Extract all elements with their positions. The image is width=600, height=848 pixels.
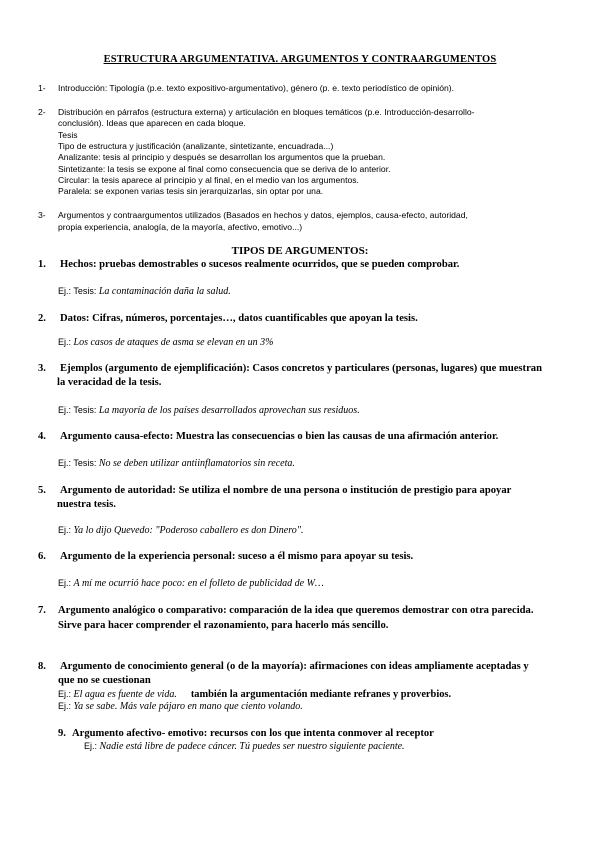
types-heading: TIPOS DE ARGUMENTOS: bbox=[231, 245, 369, 257]
example-text: La contaminación daña la salud. bbox=[98, 286, 231, 297]
structure-item: Sintetizante: la tesis se expone al final como consecuencia que se deriva de lo anterior. bbox=[58, 164, 391, 174]
argument-example bbox=[84, 740, 405, 753]
argument-example bbox=[58, 336, 273, 349]
section-number: 2- bbox=[38, 107, 46, 117]
example-text: A mí me ocurrió hace poco: en el folleto de publicidad de W… bbox=[73, 578, 324, 589]
example-note: también la argumentación mediante refranes y proverbios. bbox=[190, 689, 452, 700]
argument-example bbox=[58, 577, 324, 590]
structure-item: Analizante: tesis al principio y después se desarrollan los argumentos que la prueban. bbox=[58, 152, 386, 162]
example-text: Los casos de ataques de asma se elevan en un 3% bbox=[73, 337, 274, 348]
section-text-line: Argumentos y contraargumentos utilizados (Basados en hechos y datos, ejemplos, causa-efecto, autoridad, bbox=[58, 210, 468, 220]
argument-heading: Argumento analógico o comparativo: comparación de la idea que queremos demostrar con otra parecida. bbox=[58, 605, 534, 616]
example-text: No se deben utilizar antiinflamatorios sin receta. bbox=[98, 458, 295, 469]
argument-heading: Ejemplos (argumento de ejemplificación): Casos concretos y particulares (personas, lugares) que muestran bbox=[60, 363, 542, 374]
argument-number: 7. bbox=[38, 605, 46, 616]
example-prefix: Ej.: bbox=[58, 337, 74, 347]
structure-item: Circular: la tesis aparece al principio y al final, en el medio van los argumentos. bbox=[58, 175, 359, 185]
example-prefix: Ej.: bbox=[58, 701, 74, 711]
argument-heading: Argumento causa-efecto: Muestra las consecuencias o bien las causas de una afirmación anterior. bbox=[60, 431, 499, 442]
structure-item: Paralela: se exponen varias tesis sin jerarquizarlas, sin optar por una. bbox=[58, 186, 324, 196]
example-text: Ya lo dijo Quevedo: "Poderoso caballero es don Dinero". bbox=[73, 525, 304, 536]
argument-heading: Sirve para hacer comprender el razonamiento, para hacerlo más sencillo. bbox=[58, 620, 389, 631]
section-text-line: conclusión). Ideas que aparecen en cada bloque. bbox=[58, 118, 246, 128]
example-prefix: Ej.: Tesis: bbox=[58, 286, 99, 296]
example-prefix: Ej.: bbox=[58, 689, 74, 699]
example-prefix: Ej.: Tesis: bbox=[58, 458, 99, 468]
argument-number: 4. bbox=[38, 431, 46, 442]
example-prefix: Ej.: bbox=[58, 578, 74, 588]
structure-item: Tesis bbox=[58, 130, 78, 140]
argument-example bbox=[58, 285, 231, 298]
argument-heading: Argumento afectivo- emotivo: recursos con los que intenta conmover al receptor bbox=[72, 728, 434, 739]
section-text-line: propia experiencia, analogía, de la mayoría, afectivo, emotivo...) bbox=[58, 222, 303, 232]
argument-number: 1. bbox=[38, 259, 46, 270]
document-title: ESTRUCTURA ARGUMENTATIVA. ARGUMENTOS Y CONTRAARGUMENTOS bbox=[103, 54, 497, 65]
argument-heading: Hechos: pruebas demostrables o sucesos realmente ocurridos, que se pueden comprobar. bbox=[60, 259, 460, 270]
example-text: Ya se sabe. Más vale pájaro en mano que ciento volando. bbox=[73, 701, 303, 712]
section-text: Introducción: Tipología (p.e. texto expositivo-argumentativo), género (p. e. texto periodístico de opinión). bbox=[58, 83, 455, 93]
argument-example bbox=[58, 524, 303, 537]
example-prefix: Ej.: bbox=[58, 525, 74, 535]
argument-heading: que no se cuestionan bbox=[58, 675, 151, 686]
argument-heading: Argumento de la experiencia personal: suceso a él mismo para apoyar su tesis. bbox=[60, 551, 414, 562]
section-number: 3- bbox=[38, 210, 46, 220]
argument-number: 6. bbox=[38, 551, 46, 562]
argument-heading: la veracidad de la tesis. bbox=[57, 377, 162, 388]
argument-example bbox=[58, 404, 360, 417]
section-number: 1- bbox=[38, 83, 46, 93]
argument-number: 5. bbox=[38, 485, 46, 496]
argument-heading: nuestra tesis. bbox=[57, 499, 116, 510]
argument-heading: Argumento de autoridad: Se utiliza el nombre de una persona o institución de prestigio para apoyar bbox=[60, 485, 512, 496]
section-text-line: Distribución en párrafos (estructura externa) y articulación en bloques temáticos (p.e. Introducción-desarrollo- bbox=[58, 107, 475, 117]
structure-item: Tipo de estructura y justificación (analizante, sintetizante, encuadrada...) bbox=[58, 141, 334, 151]
example-text: El agua es fuente de vida. bbox=[73, 689, 177, 700]
argument-number: 9. bbox=[58, 728, 66, 739]
example-text: Nadie está libre de padece cáncer. Tú puedes ser nuestro siguiente paciente. bbox=[99, 741, 405, 752]
argument-heading: Datos: Cifras, números, porcentajes…, datos cuantificables que apoyan la tesis. bbox=[60, 313, 418, 324]
example-prefix: Ej.: Tesis: bbox=[58, 405, 99, 415]
example-text: La mayoría de los países desarrollados aprovechan sus residuos. bbox=[98, 405, 360, 416]
argument-example bbox=[58, 457, 295, 470]
argument-number: 2. bbox=[38, 313, 46, 324]
argument-heading: Argumento de conocimiento general (o de la mayoría): afirmaciones con ideas ampliamente aceptadas y bbox=[60, 661, 529, 672]
argument-number: 8. bbox=[38, 661, 46, 672]
argument-example bbox=[58, 700, 303, 713]
argument-number: 3. bbox=[38, 363, 46, 374]
example-prefix: Ej.: bbox=[84, 741, 100, 751]
